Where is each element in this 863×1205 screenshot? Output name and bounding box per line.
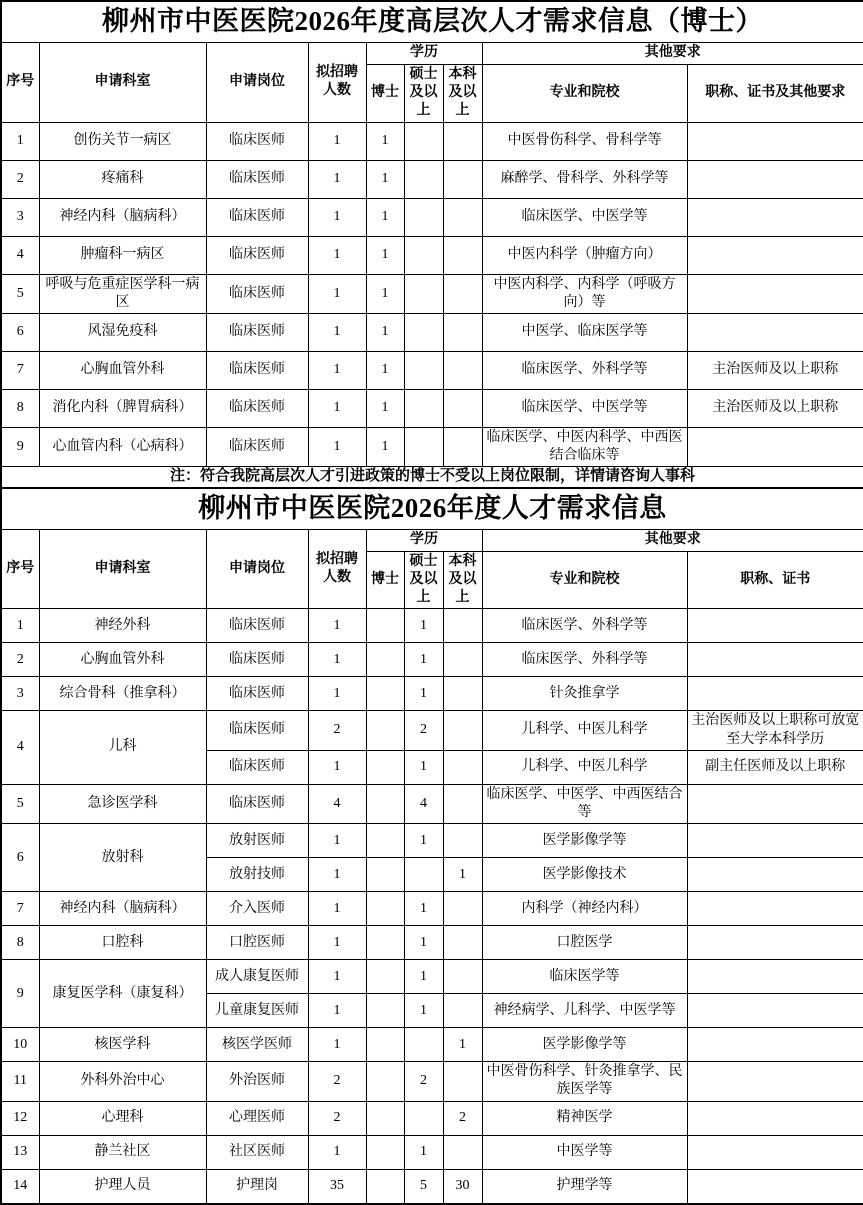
seq-cell: 7 xyxy=(1,892,39,926)
seq-cell: 4 xyxy=(1,711,39,784)
major-cell: 临床医学、外科学等 xyxy=(482,609,687,643)
header-major: 专业和院校 xyxy=(482,65,687,123)
table1-row xyxy=(1,198,863,236)
cert-cell xyxy=(687,824,863,858)
header-headcount: 拟招聘人数 xyxy=(308,43,366,123)
table1-body xyxy=(1,122,863,467)
header-cert: 职称、证书及其他要求 xyxy=(687,65,863,123)
phd-count-cell: 1 xyxy=(366,389,404,427)
header-other-group: 其他要求 xyxy=(482,529,863,551)
position-cell: 临床医师 xyxy=(206,711,308,750)
table2-row xyxy=(1,711,863,750)
bachelor-count-cell xyxy=(443,198,482,236)
headcount-cell: 35 xyxy=(308,1169,366,1204)
phd-count-cell xyxy=(366,677,404,711)
bachelor-count-cell xyxy=(443,236,482,274)
master-count-cell: 5 xyxy=(404,1169,443,1204)
headcount-cell: 1 xyxy=(308,892,366,926)
headcount-cell: 1 xyxy=(308,858,366,892)
bachelor-count-cell xyxy=(443,711,482,750)
position-cell: 外治医师 xyxy=(206,1062,308,1101)
position-cell: 临床医师 xyxy=(206,389,308,427)
phd-count-cell xyxy=(366,1062,404,1101)
seq-cell: 8 xyxy=(1,389,39,427)
major-cell: 临床医学、中医学、中西医结合等 xyxy=(482,784,687,823)
cert-cell xyxy=(687,122,863,160)
major-cell: 医学影像学等 xyxy=(482,1028,687,1062)
master-count-cell xyxy=(404,198,443,236)
headcount-cell: 1 xyxy=(308,427,366,466)
header-bachelor: 本科及以上 xyxy=(443,65,482,123)
headcount-cell: 1 xyxy=(308,1028,366,1062)
department-cell: 心胸血管外科 xyxy=(39,643,206,677)
phd-count-cell xyxy=(366,926,404,960)
master-count-cell xyxy=(404,351,443,389)
seq-cell: 10 xyxy=(1,1028,39,1062)
header-bachelor: 本科及以上 xyxy=(443,551,482,609)
position-cell: 临床医师 xyxy=(206,274,308,313)
table1-row xyxy=(1,122,863,160)
position-cell: 临床医师 xyxy=(206,351,308,389)
bachelor-count-cell: 30 xyxy=(443,1169,482,1204)
headcount-cell: 1 xyxy=(308,824,366,858)
bachelor-count-cell xyxy=(443,677,482,711)
header-master: 硕士及以上 xyxy=(404,551,443,609)
cert-cell xyxy=(687,609,863,643)
phd-count-cell xyxy=(366,994,404,1028)
table1-row xyxy=(1,313,863,351)
bachelor-count-cell xyxy=(443,994,482,1028)
headcount-cell: 1 xyxy=(308,122,366,160)
cert-cell xyxy=(687,313,863,351)
headcount-cell: 1 xyxy=(308,609,366,643)
department-cell: 康复医学科（康复科） xyxy=(39,960,206,1028)
bachelor-count-cell xyxy=(443,892,482,926)
table2-row xyxy=(1,926,863,960)
header-cert: 职称、证书 xyxy=(687,551,863,609)
table2-row xyxy=(1,609,863,643)
headcount-cell: 1 xyxy=(308,750,366,784)
department-cell: 消化内科（脾胃病科） xyxy=(39,389,206,427)
position-cell: 临床医师 xyxy=(206,313,308,351)
bachelor-count-cell xyxy=(443,926,482,960)
department-cell: 呼吸与危重症医学科一病区 xyxy=(39,274,206,313)
department-cell: 疼痛科 xyxy=(39,160,206,198)
master-count-cell xyxy=(404,274,443,313)
major-cell: 临床医学、外科学等 xyxy=(482,351,687,389)
header-education-group: 学历 xyxy=(366,43,482,65)
seq-cell: 9 xyxy=(1,960,39,1028)
table1-title-row xyxy=(1,1,863,43)
cert-cell xyxy=(687,427,863,466)
seq-cell: 2 xyxy=(1,160,39,198)
major-cell: 中医骨伤科学、针灸推拿学、民族医学等 xyxy=(482,1062,687,1101)
cert-cell xyxy=(687,274,863,313)
department-cell: 心血管内科（心病科） xyxy=(39,427,206,466)
table1-row xyxy=(1,160,863,198)
cert-cell: 主治医师及以上职称 xyxy=(687,351,863,389)
header-phd: 博士 xyxy=(366,65,404,123)
cert-cell xyxy=(687,858,863,892)
position-cell: 临床医师 xyxy=(206,750,308,784)
major-cell: 医学影像技术 xyxy=(482,858,687,892)
master-count-cell: 1 xyxy=(404,677,443,711)
table1-header-group-row xyxy=(1,43,863,65)
department-cell: 放射科 xyxy=(39,824,206,892)
header-major: 专业和院校 xyxy=(482,551,687,609)
department-cell: 心理科 xyxy=(39,1101,206,1135)
department-cell: 口腔科 xyxy=(39,926,206,960)
table1-row xyxy=(1,389,863,427)
table1-note-row xyxy=(1,467,863,488)
headcount-cell: 1 xyxy=(308,926,366,960)
bachelor-count-cell xyxy=(443,274,482,313)
position-cell: 临床医师 xyxy=(206,198,308,236)
cert-cell xyxy=(687,1062,863,1101)
department-cell: 心胸血管外科 xyxy=(39,351,206,389)
table2-row xyxy=(1,1028,863,1062)
headcount-cell: 1 xyxy=(308,236,366,274)
cert-cell xyxy=(687,960,863,994)
table2-header-group-row xyxy=(1,529,863,551)
master-count-cell: 1 xyxy=(404,892,443,926)
headcount-cell: 1 xyxy=(308,677,366,711)
major-cell: 临床医学、中医学等 xyxy=(482,389,687,427)
header-other-group: 其他要求 xyxy=(482,43,863,65)
table1-row xyxy=(1,427,863,466)
phd-count-cell xyxy=(366,858,404,892)
cert-cell: 主治医师及以上职称可放宽至大学本科学历 xyxy=(687,711,863,750)
master-count-cell: 1 xyxy=(404,824,443,858)
seq-cell: 2 xyxy=(1,643,39,677)
position-cell: 临床医师 xyxy=(206,427,308,466)
seq-cell: 9 xyxy=(1,427,39,466)
header-phd: 博士 xyxy=(366,551,404,609)
bachelor-count-cell xyxy=(443,643,482,677)
major-cell: 中医学等 xyxy=(482,1135,687,1169)
table2-row xyxy=(1,1062,863,1101)
department-cell: 外科外治中心 xyxy=(39,1062,206,1101)
seq-cell: 14 xyxy=(1,1169,39,1204)
master-count-cell xyxy=(404,236,443,274)
seq-cell: 6 xyxy=(1,824,39,892)
phd-count-cell xyxy=(366,824,404,858)
general-talent-table xyxy=(0,487,863,1205)
department-cell: 神经内科（脑病科） xyxy=(39,892,206,926)
cert-cell: 主治医师及以上职称 xyxy=(687,389,863,427)
department-cell: 核医学科 xyxy=(39,1028,206,1062)
position-cell: 成人康复医师 xyxy=(206,960,308,994)
master-count-cell: 1 xyxy=(404,1135,443,1169)
phd-count-cell xyxy=(366,1101,404,1135)
cert-cell xyxy=(687,892,863,926)
department-cell: 急诊医学科 xyxy=(39,784,206,823)
department-cell: 神经外科 xyxy=(39,609,206,643)
master-count-cell xyxy=(404,389,443,427)
table2-row xyxy=(1,643,863,677)
header-headcount: 拟招聘人数 xyxy=(308,529,366,609)
table2-row xyxy=(1,1101,863,1135)
bachelor-count-cell xyxy=(443,351,482,389)
seq-cell: 8 xyxy=(1,926,39,960)
department-cell: 静兰社区 xyxy=(39,1135,206,1169)
position-cell: 临床医师 xyxy=(206,677,308,711)
header-department: 申请科室 xyxy=(39,529,206,609)
position-cell: 放射技师 xyxy=(206,858,308,892)
headcount-cell: 1 xyxy=(308,160,366,198)
cert-cell xyxy=(687,926,863,960)
master-count-cell xyxy=(404,427,443,466)
master-count-cell: 2 xyxy=(404,711,443,750)
master-count-cell xyxy=(404,1028,443,1062)
bachelor-count-cell xyxy=(443,824,482,858)
seq-cell: 1 xyxy=(1,609,39,643)
table2-row xyxy=(1,677,863,711)
phd-count-cell: 1 xyxy=(366,313,404,351)
major-cell: 临床医学、中医学等 xyxy=(482,198,687,236)
master-count-cell: 1 xyxy=(404,960,443,994)
header-seq: 序号 xyxy=(1,43,39,123)
cert-cell xyxy=(687,1169,863,1204)
phd-count-cell: 1 xyxy=(366,274,404,313)
major-cell: 中医学、临床医学等 xyxy=(482,313,687,351)
phd-talent-table xyxy=(0,0,863,489)
header-seq: 序号 xyxy=(1,529,39,609)
master-count-cell: 1 xyxy=(404,643,443,677)
position-cell: 临床医师 xyxy=(206,160,308,198)
bachelor-count-cell xyxy=(443,750,482,784)
phd-count-cell xyxy=(366,711,404,750)
position-cell: 介入医师 xyxy=(206,892,308,926)
cert-cell xyxy=(687,1101,863,1135)
table2-row xyxy=(1,1169,863,1204)
bachelor-count-cell: 1 xyxy=(443,858,482,892)
header-position: 申请岗位 xyxy=(206,529,308,609)
major-cell: 中医内科学、内科学（呼吸方向）等 xyxy=(482,274,687,313)
bachelor-count-cell xyxy=(443,784,482,823)
table2-row xyxy=(1,824,863,858)
phd-count-cell xyxy=(366,892,404,926)
seq-cell: 3 xyxy=(1,198,39,236)
major-cell: 精神医学 xyxy=(482,1101,687,1135)
seq-cell: 4 xyxy=(1,236,39,274)
major-cell: 护理学等 xyxy=(482,1169,687,1204)
headcount-cell: 2 xyxy=(308,1101,366,1135)
master-count-cell: 1 xyxy=(404,926,443,960)
phd-count-cell xyxy=(366,643,404,677)
seq-cell: 7 xyxy=(1,351,39,389)
major-cell: 中医骨伤科学、骨科学等 xyxy=(482,122,687,160)
table1-note: 注：符合我院高层次人才引进政策的博士不受以上岗位限制，详情请咨询人事科 xyxy=(1,467,863,488)
department-cell: 风湿免疫科 xyxy=(39,313,206,351)
bachelor-count-cell xyxy=(443,160,482,198)
phd-count-cell: 1 xyxy=(366,198,404,236)
headcount-cell: 2 xyxy=(308,711,366,750)
seq-cell: 13 xyxy=(1,1135,39,1169)
major-cell: 医学影像学等 xyxy=(482,824,687,858)
department-cell: 神经内科（脑病科） xyxy=(39,198,206,236)
headcount-cell: 1 xyxy=(308,960,366,994)
major-cell: 内科学（神经内科） xyxy=(482,892,687,926)
header-position: 申请岗位 xyxy=(206,43,308,123)
master-count-cell xyxy=(404,1101,443,1135)
position-cell: 护理岗 xyxy=(206,1169,308,1204)
position-cell: 临床医师 xyxy=(206,784,308,823)
headcount-cell: 1 xyxy=(308,389,366,427)
table1-title: 柳州市中医医院2026年度高层次人才需求信息（博士） xyxy=(1,1,863,43)
phd-count-cell xyxy=(366,784,404,823)
major-cell: 临床医学等 xyxy=(482,960,687,994)
header-department: 申请科室 xyxy=(39,43,206,123)
table1-row xyxy=(1,236,863,274)
department-cell: 创伤关节一病区 xyxy=(39,122,206,160)
cert-cell xyxy=(687,236,863,274)
position-cell: 临床医师 xyxy=(206,643,308,677)
department-cell: 综合骨科（推拿科） xyxy=(39,677,206,711)
position-cell: 社区医师 xyxy=(206,1135,308,1169)
bachelor-count-cell xyxy=(443,609,482,643)
header-master: 硕士及以上 xyxy=(404,65,443,123)
seq-cell: 3 xyxy=(1,677,39,711)
seq-cell: 5 xyxy=(1,784,39,823)
cert-cell xyxy=(687,160,863,198)
cert-cell xyxy=(687,198,863,236)
phd-count-cell: 1 xyxy=(366,160,404,198)
department-cell: 肿瘤科一病区 xyxy=(39,236,206,274)
phd-count-cell xyxy=(366,750,404,784)
phd-count-cell: 1 xyxy=(366,351,404,389)
position-cell: 核医学医师 xyxy=(206,1028,308,1062)
position-cell: 临床医师 xyxy=(206,609,308,643)
cert-cell: 副主任医师及以上职称 xyxy=(687,750,863,784)
cert-cell xyxy=(687,1028,863,1062)
cert-cell xyxy=(687,643,863,677)
master-count-cell xyxy=(404,858,443,892)
major-cell: 针灸推拿学 xyxy=(482,677,687,711)
table1-row xyxy=(1,351,863,389)
bachelor-count-cell: 2 xyxy=(443,1101,482,1135)
bachelor-count-cell xyxy=(443,427,482,466)
major-cell: 儿科学、中医儿科学 xyxy=(482,750,687,784)
position-cell: 临床医师 xyxy=(206,122,308,160)
position-cell: 临床医师 xyxy=(206,236,308,274)
major-cell: 口腔医学 xyxy=(482,926,687,960)
headcount-cell: 1 xyxy=(308,994,366,1028)
major-cell: 临床医学、外科学等 xyxy=(482,643,687,677)
seq-cell: 12 xyxy=(1,1101,39,1135)
headcount-cell: 1 xyxy=(308,643,366,677)
cert-cell xyxy=(687,677,863,711)
major-cell: 儿科学、中医儿科学 xyxy=(482,711,687,750)
department-cell: 护理人员 xyxy=(39,1169,206,1204)
master-count-cell: 4 xyxy=(404,784,443,823)
master-count-cell: 1 xyxy=(404,609,443,643)
major-cell: 中医内科学（肿瘤方向） xyxy=(482,236,687,274)
headcount-cell: 4 xyxy=(308,784,366,823)
table2-row xyxy=(1,784,863,823)
headcount-cell: 1 xyxy=(308,1135,366,1169)
major-cell: 临床医学、中医内科学、中西医结合临床等 xyxy=(482,427,687,466)
master-count-cell xyxy=(404,160,443,198)
phd-count-cell xyxy=(366,960,404,994)
header-education-group: 学历 xyxy=(366,529,482,551)
table2-title: 柳州市中医医院2026年度人才需求信息 xyxy=(1,488,863,530)
seq-cell: 5 xyxy=(1,274,39,313)
seq-cell: 1 xyxy=(1,122,39,160)
master-count-cell: 2 xyxy=(404,1062,443,1101)
position-cell: 放射医师 xyxy=(206,824,308,858)
bachelor-count-cell xyxy=(443,1062,482,1101)
headcount-cell: 1 xyxy=(308,313,366,351)
table2-row xyxy=(1,892,863,926)
phd-count-cell: 1 xyxy=(366,427,404,466)
seq-cell: 11 xyxy=(1,1062,39,1101)
headcount-cell: 2 xyxy=(308,1062,366,1101)
position-cell: 儿童康复医师 xyxy=(206,994,308,1028)
bachelor-count-cell: 1 xyxy=(443,1028,482,1062)
master-count-cell xyxy=(404,313,443,351)
bachelor-count-cell xyxy=(443,122,482,160)
phd-count-cell xyxy=(366,1028,404,1062)
cert-cell xyxy=(687,784,863,823)
cert-cell xyxy=(687,994,863,1028)
headcount-cell: 1 xyxy=(308,274,366,313)
phd-count-cell xyxy=(366,609,404,643)
phd-count-cell: 1 xyxy=(366,236,404,274)
seq-cell: 6 xyxy=(1,313,39,351)
bachelor-count-cell xyxy=(443,389,482,427)
headcount-cell: 1 xyxy=(308,198,366,236)
position-cell: 心理医师 xyxy=(206,1101,308,1135)
position-cell: 口腔医师 xyxy=(206,926,308,960)
table2-body xyxy=(1,609,863,1204)
major-cell: 神经病学、儿科学、中医学等 xyxy=(482,994,687,1028)
bachelor-count-cell xyxy=(443,960,482,994)
table2-title-row xyxy=(1,488,863,530)
master-count-cell: 1 xyxy=(404,750,443,784)
department-cell: 儿科 xyxy=(39,711,206,784)
bachelor-count-cell xyxy=(443,313,482,351)
master-count-cell: 1 xyxy=(404,994,443,1028)
phd-count-cell xyxy=(366,1169,404,1204)
major-cell: 麻醉学、骨科学、外科学等 xyxy=(482,160,687,198)
headcount-cell: 1 xyxy=(308,351,366,389)
phd-count-cell: 1 xyxy=(366,122,404,160)
table1-row xyxy=(1,274,863,313)
master-count-cell xyxy=(404,122,443,160)
table2-row xyxy=(1,960,863,994)
